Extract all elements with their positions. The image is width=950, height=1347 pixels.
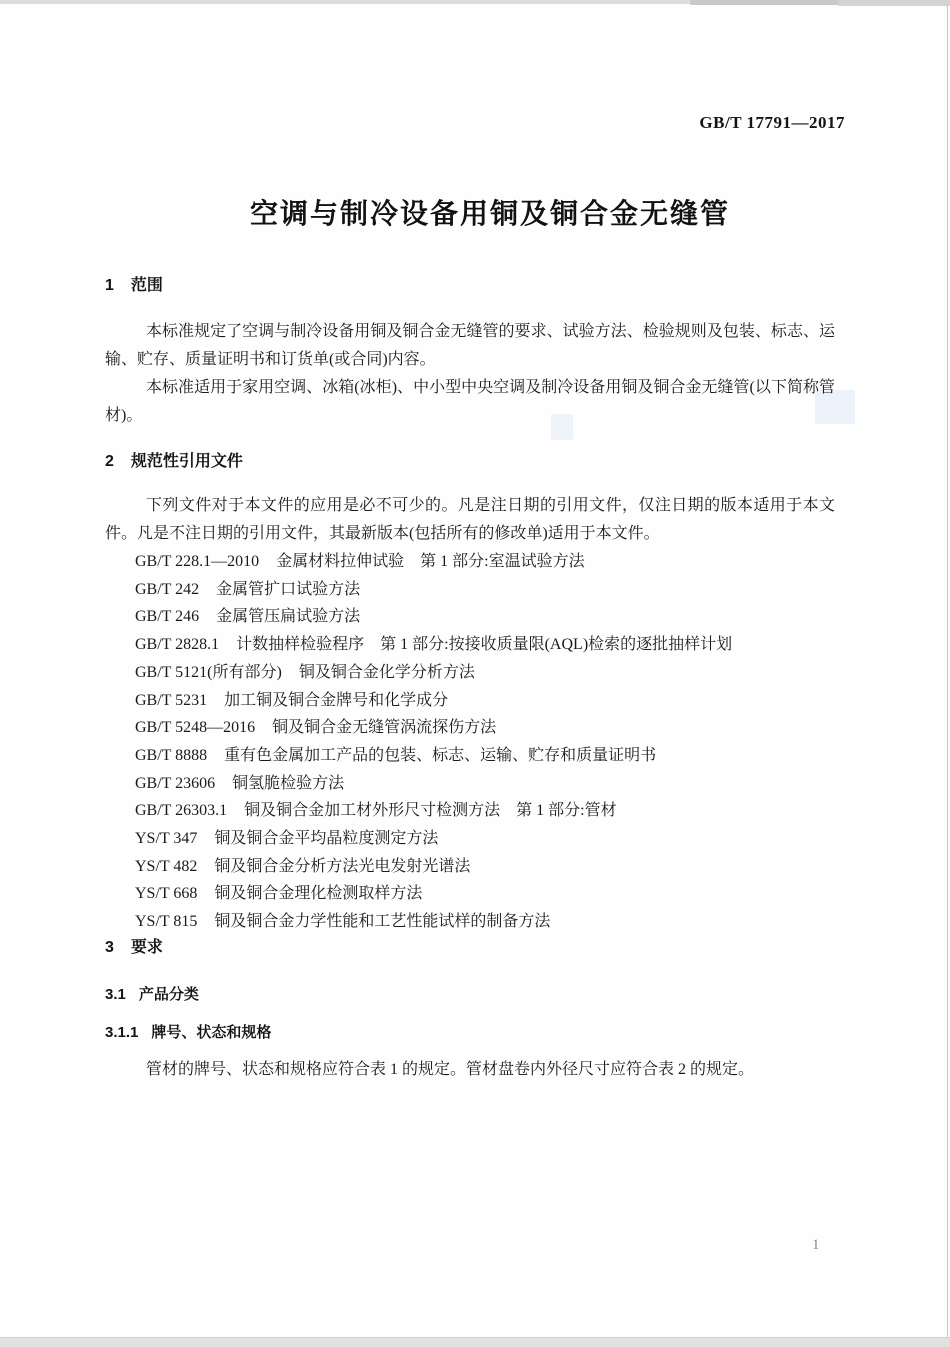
reference-item bbox=[135, 576, 845, 604]
reference-title: 铜氢脆检验方法 bbox=[232, 774, 345, 792]
reference-item bbox=[135, 687, 845, 715]
reference-code: GB/T 23606 bbox=[135, 774, 216, 792]
section-3-label: 要求 bbox=[130, 939, 163, 956]
reference-list bbox=[135, 548, 845, 936]
reference-code: YS/T 482 bbox=[135, 857, 198, 875]
section-3-1-1-body bbox=[105, 1056, 835, 1084]
section-3-1-number: 3.1 bbox=[105, 986, 126, 1003]
page-number: 1 bbox=[812, 1237, 820, 1253]
references-intro-paragraph: 下列文件对于本文件的应用是必不可少的。凡是注日期的引用文件，仅注日期的版本适用于本文件。凡是不注日期的引用文件，其最新版本(包括所有的修改单)适用于本文件。 bbox=[105, 497, 835, 542]
reference-item bbox=[135, 825, 845, 853]
section-3-1-1-heading bbox=[105, 1021, 271, 1042]
section-1-number: 1 bbox=[105, 277, 114, 294]
reference-code: GB/T 5248—2016 bbox=[135, 719, 256, 737]
reference-code: GB/T 5121(所有部分) bbox=[135, 663, 282, 681]
reference-code: YS/T 347 bbox=[135, 830, 198, 848]
document-title: 空调与制冷设备用铜及铜合金无缝管 bbox=[249, 198, 730, 229]
section-3-1-label: 产品分类 bbox=[138, 986, 199, 1003]
reference-item bbox=[135, 908, 845, 936]
section-1-heading bbox=[105, 272, 163, 295]
section-3-1-heading bbox=[105, 983, 199, 1004]
scan-artifact-bottom-strip bbox=[0, 1337, 950, 1347]
reference-code: GB/T 228.1—2010 bbox=[135, 553, 260, 570]
section-3-1-1-label: 牌号、状态和规格 bbox=[151, 1024, 272, 1041]
section-3-number: 3 bbox=[105, 939, 114, 956]
reference-item bbox=[135, 880, 845, 908]
reference-title: 计数抽样检验程序 第 1 部分:按接收质量限(AQL)检索的逐批抽样计划 bbox=[236, 636, 733, 654]
grade-temper-size-paragraph: 管材的牌号、状态和规格应符合表 1 的规定。管材盘卷内外径尺寸应符合表 2 的规定。 bbox=[146, 1061, 755, 1078]
scope-paragraph-1: 本标准规定了空调与制冷设备用铜及铜合金无缝管的要求、试验方法、检验规则及包装、标志、运输、贮存、质量证明书和订货单(或合同)内容。 bbox=[105, 323, 835, 368]
section-2-heading bbox=[105, 448, 243, 471]
section-2-number: 2 bbox=[105, 453, 114, 470]
reference-title: 金属材料拉伸试验 第 1 部分:室温试验方法 bbox=[276, 553, 585, 570]
reference-code: YS/T 668 bbox=[135, 885, 198, 903]
standard-number: GB/T 17791—2017 bbox=[699, 113, 845, 132]
reference-item bbox=[135, 631, 845, 659]
reference-item bbox=[135, 770, 845, 798]
reference-title: 铜及铜合金化学分析方法 bbox=[298, 663, 475, 681]
reference-code: GB/T 246 bbox=[135, 608, 200, 626]
reference-item bbox=[135, 603, 845, 631]
section-3-1-1-number: 3.1.1 bbox=[105, 1024, 139, 1041]
reference-item bbox=[135, 714, 845, 742]
reference-item bbox=[135, 548, 845, 576]
reference-title: 铜及铜合金力学性能和工艺性能试样的制备方法 bbox=[214, 913, 551, 931]
section-2-intro bbox=[105, 492, 835, 548]
reference-code: GB/T 8888 bbox=[135, 746, 208, 764]
section-2-label: 规范性引用文件 bbox=[130, 453, 243, 470]
section-1-label: 范围 bbox=[130, 277, 163, 294]
reference-title: 铜及铜合金分析方法光电发射光谱法 bbox=[214, 857, 471, 875]
reference-title: 铜及铜合金无缝管涡流探伤方法 bbox=[272, 719, 497, 737]
reference-code: GB/T 5231 bbox=[135, 691, 208, 709]
reference-code: YS/T 815 bbox=[135, 913, 198, 931]
scan-artifact-top-strip-right-segment bbox=[838, 0, 950, 6]
reference-title: 金属管压扁试验方法 bbox=[216, 608, 361, 626]
scan-artifact-top-strip-dark-segment bbox=[690, 0, 838, 5]
reference-title: 加工铜及铜合金牌号和化学成分 bbox=[224, 691, 449, 709]
reference-title: 铜及铜合金平均晶粒度测定方法 bbox=[214, 830, 439, 848]
reference-code: GB/T 242 bbox=[135, 580, 200, 598]
reference-item bbox=[135, 659, 845, 687]
reference-item bbox=[135, 853, 845, 881]
section-3-heading bbox=[105, 934, 163, 957]
reference-title: 铜及铜合金加工材外形尺寸检测方法 第 1 部分:管材 bbox=[244, 802, 617, 820]
reference-item bbox=[135, 797, 845, 825]
scope-paragraph-2: 本标准适用于家用空调、冰箱(冰柜)、中小型中央空调及制冷设备用铜及铜合金无缝管(以下简称管材)。 bbox=[105, 379, 835, 424]
reference-code: GB/T 26303.1 bbox=[135, 802, 228, 820]
reference-title: 金属管扩口试验方法 bbox=[216, 580, 361, 598]
section-1-body bbox=[105, 318, 835, 430]
reference-title: 重有色金属加工产品的包装、标志、运输、贮存和质量证明书 bbox=[224, 746, 657, 764]
reference-code: GB/T 2828.1 bbox=[135, 636, 220, 654]
reference-title: 铜及铜合金理化检测取样方法 bbox=[214, 885, 423, 903]
reference-item bbox=[135, 742, 845, 770]
